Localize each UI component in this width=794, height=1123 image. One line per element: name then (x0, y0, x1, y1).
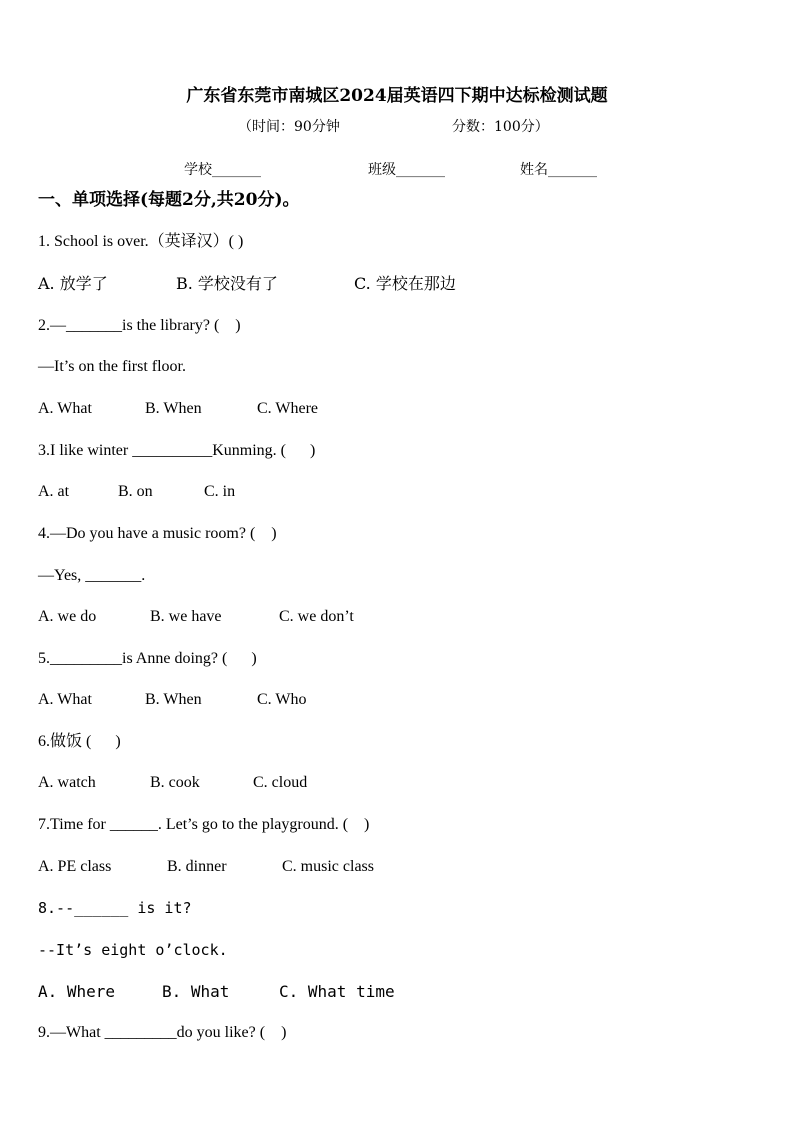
section-heading: 一、单项选择(每题2分,共20分)。 (38, 190, 300, 210)
q2-option-b[interactable]: B. When (145, 400, 202, 417)
q5-option-b[interactable]: B. When (145, 691, 202, 708)
question-1: 1. School is over.（英译汉）( ) (38, 233, 244, 250)
question-3: 3.I like winter __________Kunming. ( ) (38, 442, 316, 459)
school-field[interactable]: 学校_______ (184, 162, 261, 178)
q1-option-c[interactable]: C. 学校在那边 (354, 274, 456, 293)
question-5: 5._________is Anne doing? ( ) (38, 650, 257, 667)
class-field[interactable]: 班级_______ (368, 162, 445, 178)
question-2: 2.—_______is the library? ( ) (38, 317, 241, 334)
question-8: 8.--______ is it? (38, 899, 192, 917)
exam-score: 分数：100分） (452, 119, 549, 135)
q7-option-c[interactable]: C. music class (282, 858, 374, 875)
name-field[interactable]: 姓名_______ (520, 162, 597, 178)
page-title: 广东省东莞市南城区2024届英语四下期中达标检测试题 (186, 86, 608, 106)
question-2-answer-line: —It’s on the first floor. (38, 358, 186, 375)
question-4-answer-line: —Yes, _______. (38, 567, 146, 584)
q6-option-b[interactable]: B. cook (150, 774, 200, 791)
q4-option-c[interactable]: C. we don’t (279, 608, 354, 625)
q7-option-b[interactable]: B. dinner (167, 858, 227, 875)
q4-option-a[interactable]: A. we do (38, 608, 97, 625)
question-8-answer-line: --It’s eight o’clock. (38, 941, 228, 959)
q5-option-a[interactable]: A. What (38, 691, 92, 708)
q1-option-a[interactable]: A. 放学了 (38, 274, 108, 293)
q6-option-a[interactable]: A. watch (38, 774, 96, 791)
question-6: 6.做饭 ( ) (38, 733, 121, 750)
q2-option-c[interactable]: C. Where (257, 400, 319, 417)
q7-option-a[interactable]: A. PE class (38, 858, 112, 875)
question-7: 7.Time for ______. Let’s go to the playground. ( ) (38, 816, 370, 833)
q1-option-b[interactable]: B. 学校没有了 (176, 274, 278, 293)
q4-option-b[interactable]: B. we have (150, 608, 222, 625)
q8-option-a[interactable]: A. Where (38, 982, 116, 1001)
q2-option-a[interactable]: A. What (38, 400, 92, 417)
question-9: 9.—What _________do you like? ( ) (38, 1024, 287, 1041)
q8-option-b[interactable]: B. What (162, 982, 230, 1001)
q6-option-c[interactable]: C. cloud (253, 774, 308, 791)
exam-time: （时间：90分钟 (238, 119, 340, 135)
question-4: 4.—Do you have a music room? ( ) (38, 525, 277, 542)
q3-option-a[interactable]: A. at (38, 483, 70, 500)
q8-option-c[interactable]: C. What time (279, 982, 395, 1001)
q5-option-c[interactable]: C. Who (257, 691, 307, 708)
q3-option-c[interactable]: C. in (204, 483, 236, 500)
q3-option-b[interactable]: B. on (118, 483, 153, 500)
